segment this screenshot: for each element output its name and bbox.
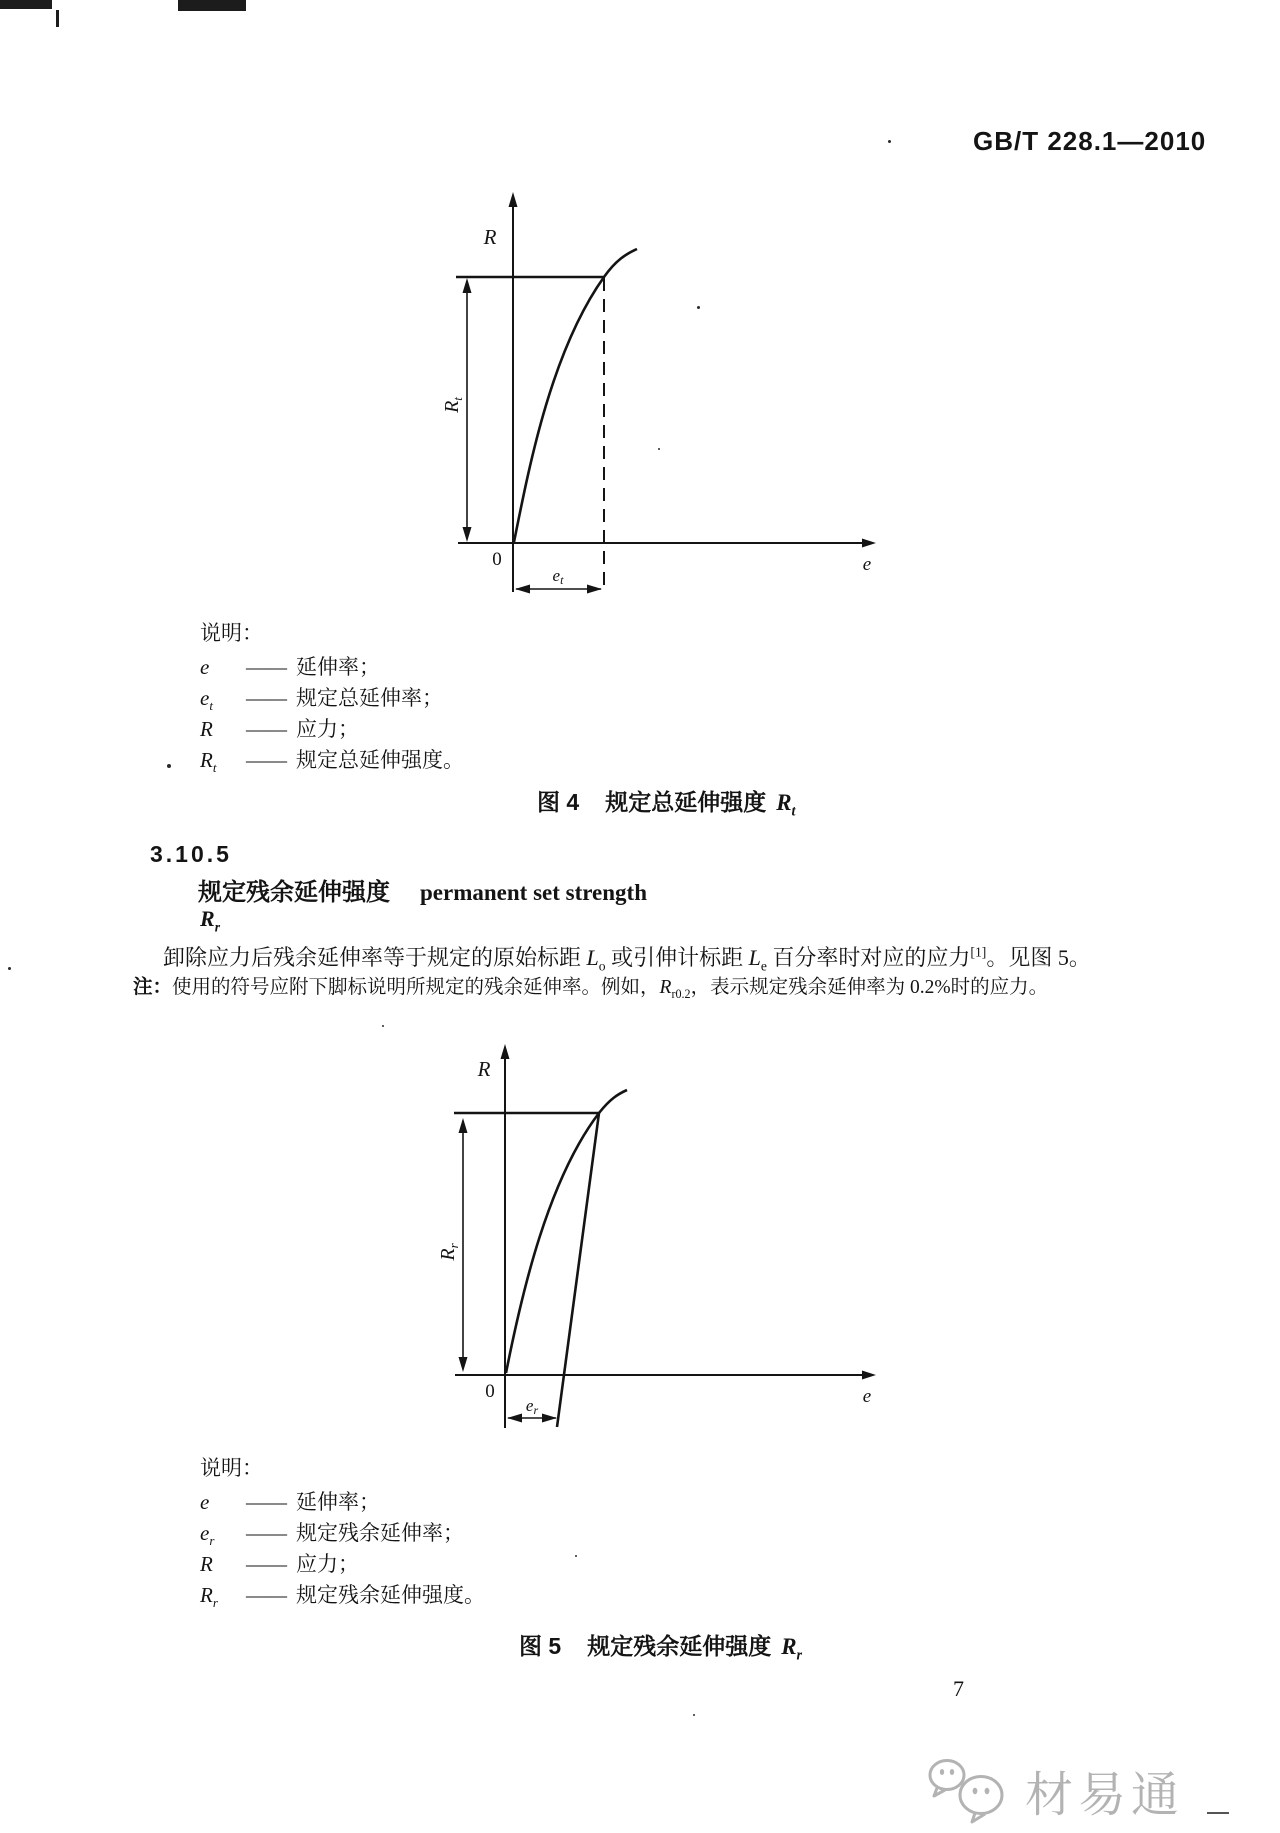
scan-artifact [1207, 1812, 1229, 1814]
fig4-stress-strain-curve [514, 249, 637, 542]
symbol: e [200, 1490, 210, 1514]
fig4-legend-item [200, 714, 464, 745]
fig5-legend-item [200, 1518, 485, 1549]
fig5-x-axis-arrow [862, 1371, 876, 1380]
scan-dot [167, 764, 171, 768]
clause-number: 3.10.5 [150, 841, 232, 867]
symbol: $R_t$ [200, 748, 217, 776]
legend-text: 规定残余延伸强度。 [296, 1583, 485, 1607]
symbol: e [200, 655, 210, 679]
fig5-legend-item [200, 1549, 485, 1580]
fig4-et-arrow-left [515, 585, 530, 594]
fig5-rr-label: $R_r$ [437, 1243, 461, 1261]
fig5-x-axis-label: e [862, 1386, 872, 1407]
legend-text: 规定总延伸率； [296, 686, 443, 710]
scan-dot [8, 967, 11, 970]
fig5-er-arrow-left [507, 1414, 522, 1423]
fig5-legend-item [200, 1580, 485, 1611]
fig5-caption [519, 1628, 802, 1665]
scan-artifact [0, 0, 52, 9]
fig4-y-axis-label: R [483, 225, 497, 249]
fig4-rt-arrow-up [463, 278, 472, 293]
fig5-er-arrow-right [542, 1414, 557, 1423]
clause-heading-en: permanent set strength [420, 880, 647, 905]
legend-dash: —— [246, 1583, 286, 1607]
page-number: 7 [953, 1676, 964, 1701]
fig5-y-axis-label: R [477, 1057, 491, 1081]
fig4-legend-item [200, 683, 464, 714]
legend-dash: —— [246, 717, 286, 741]
scan-dot [575, 1555, 577, 1557]
standard-code-header: GB/T 228.1—2010 [973, 126, 1207, 156]
scan-artifact [178, 0, 246, 11]
legend-dash: —— [246, 748, 286, 772]
fig5-rr-arrow-up [459, 1118, 468, 1133]
fig4-legend-title: 说明： [200, 621, 263, 645]
fig5-caption-number: 图 5 [519, 1633, 562, 1659]
legend-dash: —— [246, 1490, 286, 1514]
fig4-caption [537, 784, 796, 821]
legend-text: 应力； [296, 1552, 359, 1576]
legend-text: 规定残余延伸率； [296, 1521, 464, 1545]
fig5-unloading-line [557, 1113, 599, 1427]
fig5-caption-title: 规定残余延伸强度 [587, 1633, 772, 1659]
fig4-origin-label: 0 [492, 549, 502, 570]
scan-dot [693, 1714, 695, 1716]
fig4-et-label: et [552, 566, 564, 587]
scan-dot [382, 1025, 384, 1027]
fig4-legend-item [200, 652, 464, 683]
scan-dot [888, 140, 891, 143]
symbol: $e_t$ [200, 686, 213, 714]
legend-dash: —— [246, 1552, 286, 1576]
fig5-rr-arrow-down [459, 1357, 468, 1372]
clause-symbol: $R_r$ [200, 906, 220, 935]
legend-dash: —— [246, 655, 286, 679]
figure4-stress-strain-diagram [430, 190, 900, 610]
watermark-text: 材易通 [1025, 1768, 1185, 1822]
fig4-et-arrow-right [587, 585, 602, 594]
clause-heading [198, 872, 647, 907]
fig4-x-axis-arrow [862, 539, 876, 548]
note-label: 注： [133, 976, 173, 998]
symbol: $e_r$ [200, 1521, 215, 1549]
legend-text: 规定总延伸强度。 [296, 748, 464, 772]
symbol: R [200, 717, 213, 741]
fig4-legend [200, 618, 464, 776]
clause-note: 注：使用的符号应附下脚标说明所规定的残余延伸率。例如，$R_{r0.2}$，表示规定残余延伸率为 0.2%时的应力。 [133, 976, 1049, 1001]
fig4-y-axis-arrow [509, 192, 518, 207]
legend-dash: —— [246, 686, 286, 710]
fig5-legend [200, 1453, 485, 1611]
fig4-x-axis-label: e [862, 554, 872, 575]
fig5-er-label: er [525, 1396, 539, 1417]
fig5-origin-label: 0 [485, 1381, 495, 1402]
fig5-loading-curve [506, 1090, 627, 1373]
chat-bubbles-logo-icon [923, 1755, 1019, 1825]
fig4-rt-label: $R_t$ [441, 397, 465, 413]
scan-artifact [56, 10, 59, 27]
fig4-caption-title: 规定总延伸强度 [605, 789, 767, 815]
legend-text: 应力； [296, 717, 359, 741]
fig5-legend-item [200, 1487, 485, 1518]
symbol: R [200, 1552, 213, 1576]
fig5-legend-title: 说明： [200, 1456, 263, 1480]
symbol: $R_r$ [200, 1583, 218, 1611]
fig4-legend-item [200, 745, 464, 776]
figure5-stress-strain-diagram [430, 1040, 900, 1440]
clause-paragraph: 卸除应力后残余延伸率等于规定的原始标距 $L_o$ 或引伸计标距 $L_e$ 百分率时对应的应力[1]。见图 5。 [163, 944, 1091, 974]
fig4-rt-arrow-down [463, 527, 472, 542]
fig4-caption-number: 图 4 [537, 789, 580, 815]
clause-heading-zh: 规定残余延伸强度 [198, 879, 390, 906]
legend-dash: —— [246, 1521, 286, 1545]
fig5-caption-symbol: $R_r$ [781, 1634, 803, 1664]
fig4-caption-symbol: $R_t$ [776, 790, 796, 820]
fig5-y-axis-arrow [501, 1044, 510, 1059]
legend-text: 延伸率； [296, 1490, 380, 1514]
watermark [923, 1755, 1184, 1825]
legend-text: 延伸率； [296, 655, 380, 679]
